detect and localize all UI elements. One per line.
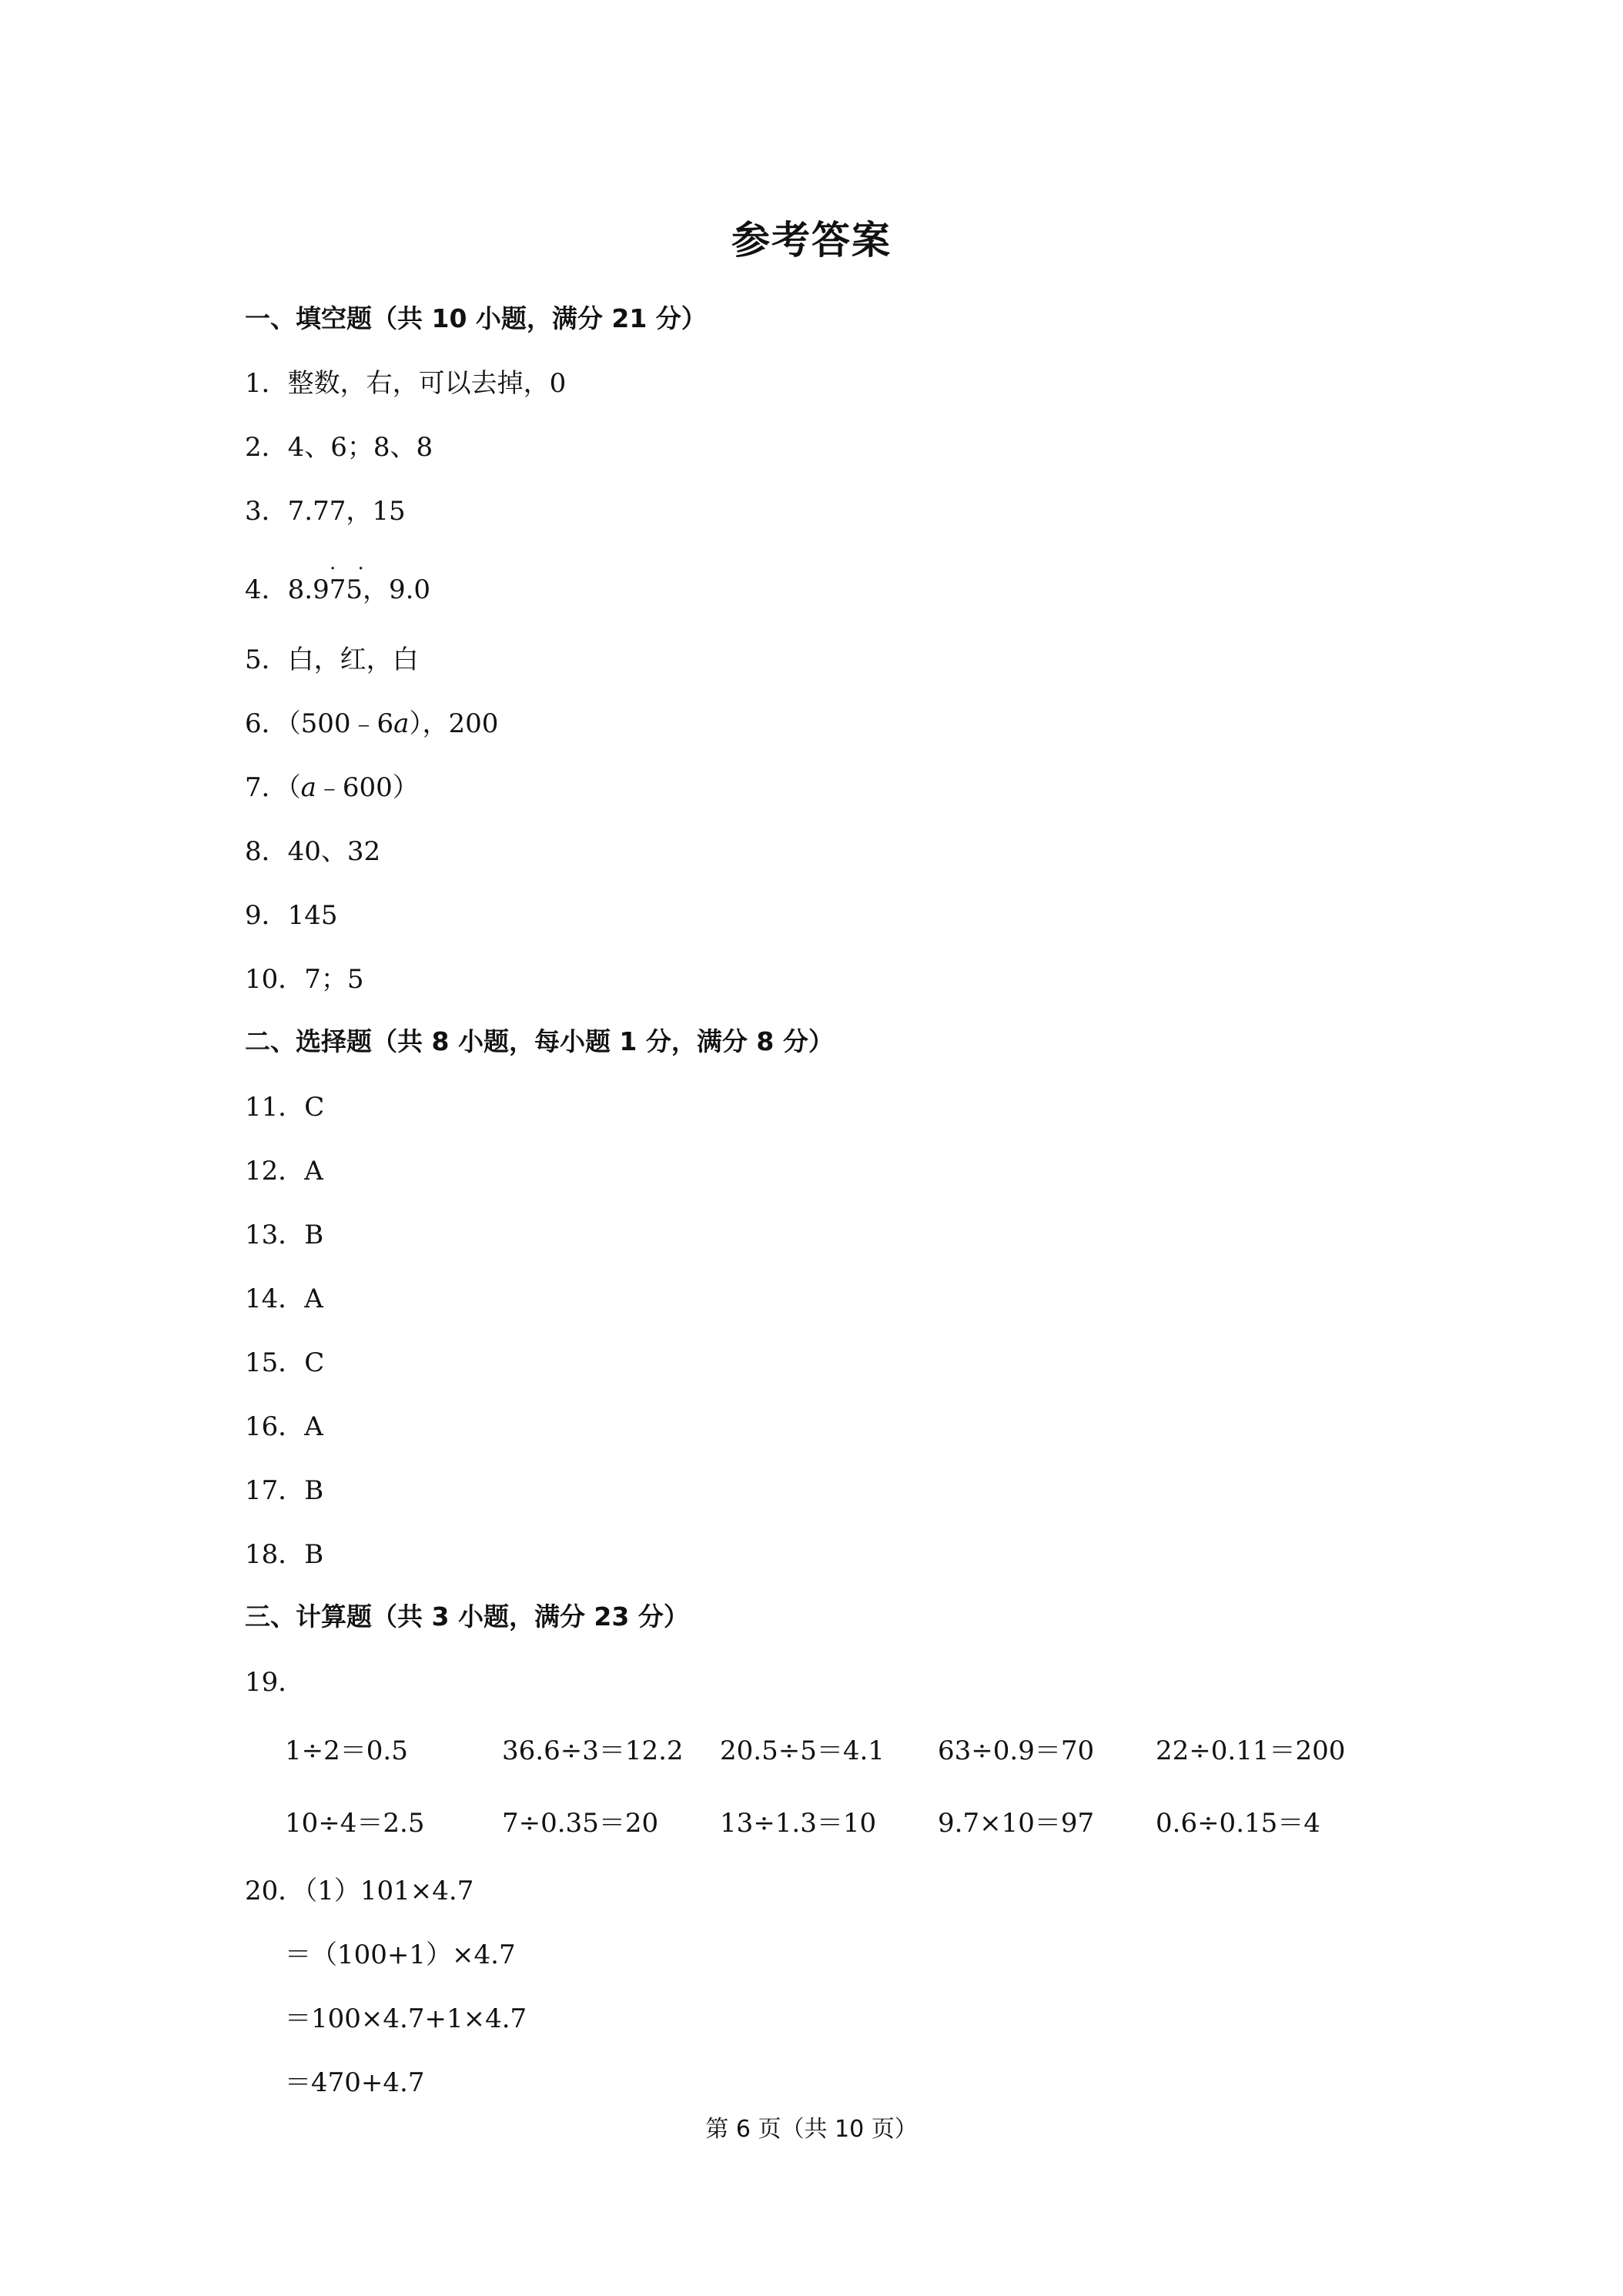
answer-line-20: 20．（1）101×4.7 xyxy=(245,1876,474,1906)
answer-line-4: 4．8.975，9.0 xyxy=(245,574,431,605)
calc-item: 22÷0.11＝200 xyxy=(1156,1735,1346,1766)
section-choice-heading: 二、选择题（共 8 小题，每小题 1 分，满分 8 分） xyxy=(245,1026,834,1056)
calc-item: 20.5÷5＝4.1 xyxy=(720,1735,885,1766)
answer-line-19: 19． xyxy=(245,1667,305,1698)
answer-line-8: 8．40、32 xyxy=(245,836,381,867)
answer-line-9: 9．145 xyxy=(245,900,338,931)
answer-line-15: 15．C xyxy=(245,1347,325,1378)
calc-item: 1÷2＝0.5 xyxy=(285,1735,408,1766)
calc-item: 0.6÷0.15＝4 xyxy=(1156,1808,1320,1839)
answer-line-14: 14．A xyxy=(245,1284,323,1314)
section-calc-heading: 三、计算题（共 3 小题，满分 23 分） xyxy=(245,1602,689,1632)
calc-item: 10÷4＝2.5 xyxy=(285,1808,425,1839)
repeating-decimal-dots: . . xyxy=(330,551,372,574)
calc-item: 7÷0.35＝20 xyxy=(502,1808,659,1839)
answer-line-7: 7．（a﹣600） xyxy=(245,772,419,803)
calc-item: 13÷1.3＝10 xyxy=(720,1808,877,1839)
page-title: 参考答案 xyxy=(731,218,892,263)
answer-line-18: 18．B xyxy=(245,1539,324,1570)
calc-item: 36.6÷3＝12.2 xyxy=(502,1735,684,1766)
calc-step: ＝100×4.7+1×4.7 xyxy=(285,2003,527,2034)
answer-line-5: 5．白，红，白 xyxy=(245,644,419,675)
answer-line-2: 2．4、6；8、8 xyxy=(245,432,433,463)
answer-line-3: 3．7.77，15 xyxy=(245,496,406,527)
answer-line-16: 16．A xyxy=(245,1411,323,1442)
calc-item: 63÷0.9＝70 xyxy=(938,1735,1095,1766)
answer-line-1: 1．整数，右，可以去掉，0 xyxy=(245,368,567,399)
answer-line-13: 13．B xyxy=(245,1220,324,1250)
answer-line-10: 10．7；5 xyxy=(245,964,364,995)
answer-line-17: 17．B xyxy=(245,1475,324,1506)
answer-line-12: 12．A xyxy=(245,1156,323,1186)
calc-step: ＝470+4.7 xyxy=(285,2067,425,2098)
calc-step: ＝（100+1）×4.7 xyxy=(285,1940,516,1970)
answer-line-6: 6．（500﹣6a），200 xyxy=(245,708,499,739)
answer-line-11: 11．C xyxy=(245,1092,325,1123)
page-footer: 第 6 页（共 10 页） xyxy=(705,2116,918,2143)
calc-item: 9.7×10＝97 xyxy=(938,1808,1095,1839)
section-fill-heading: 一、填空题（共 10 小题，满分 21 分） xyxy=(245,303,707,333)
